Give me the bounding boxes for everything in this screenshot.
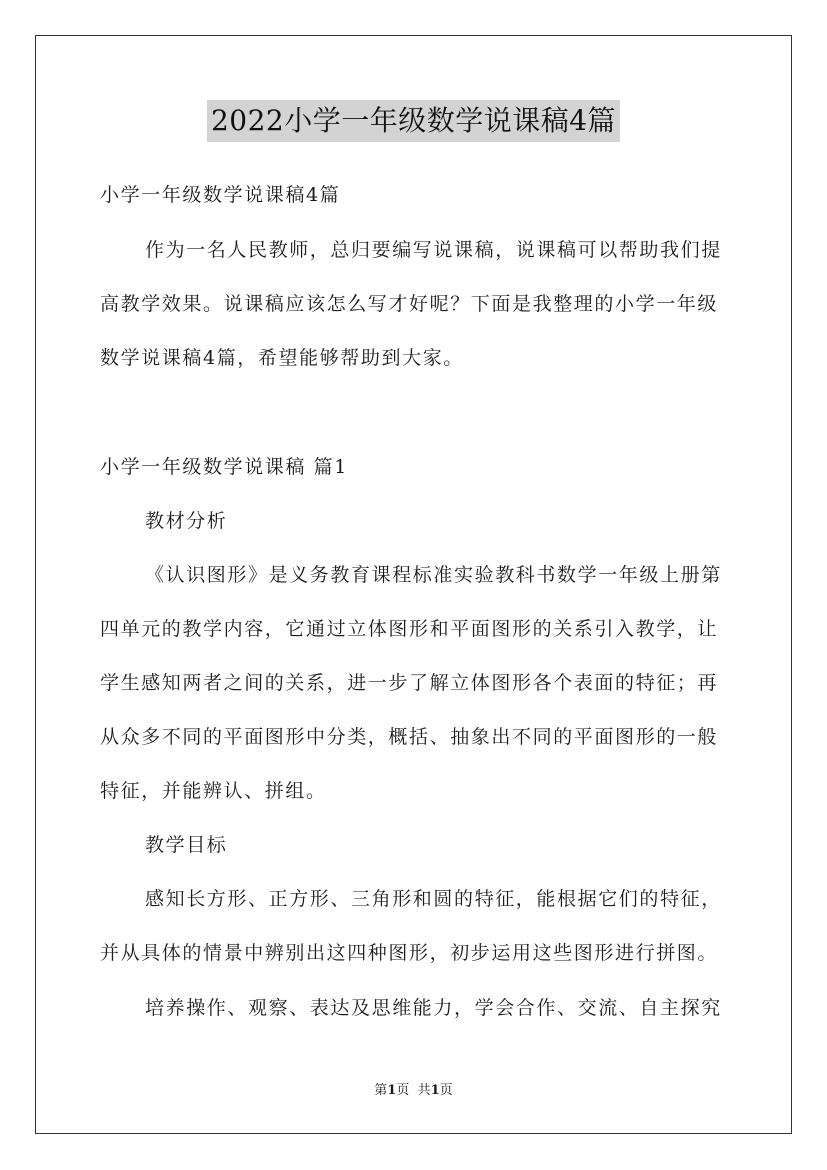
footer-page-prefix: 第 xyxy=(374,1083,388,1098)
footer-total-number: 1 xyxy=(430,1083,440,1098)
material-line-2: 四单元的教学内容，它通过立体图形和平面图形的关系引入教学，让 xyxy=(100,618,719,640)
footer-total-suffix: 页 xyxy=(439,1083,453,1098)
document-title: 2022小学一年级数学说课稿4篇 xyxy=(207,100,620,142)
document-subtitle: 小学一年级数学说课稿4篇 xyxy=(100,184,341,206)
material-line-1: 《认识图形》是义务教育课程标准实验教科书数学一年级上册第 xyxy=(145,564,722,586)
title-container xyxy=(0,100,827,142)
material-line-5: 特征，并能辨认、拼组。 xyxy=(100,780,327,802)
intro-line-2: 高教学效果。说课稿应该怎么写才好呢？下面是我整理的小学一年级 xyxy=(100,293,719,315)
goals-line-2: 并从具体的情景中辨别出这四种图形，初步运用这些图形进行拼图。 xyxy=(100,942,719,964)
goals-line-3: 培养操作、观察、表达及思维能力，学会合作、交流、自主探究 xyxy=(145,997,722,1019)
intro-line-3: 数学说课稿4篇，希望能够帮助到大家。 xyxy=(100,347,464,369)
goals-heading: 教学目标 xyxy=(145,834,228,856)
page-footer xyxy=(0,1082,827,1100)
intro-line-1: 作为一名人民教师，总归要编写说课稿，说课稿可以帮助我们提 xyxy=(145,239,722,261)
material-line-4: 从众多不同的平面图形中分类，概括、抽象出不同的平面图形的一般 xyxy=(100,726,719,748)
footer-page-number: 1 xyxy=(387,1083,397,1098)
material-line-3: 学生感知两者之间的关系，进一步了解立体图形各个表面的特征；再 xyxy=(100,672,719,694)
material-heading: 教材分析 xyxy=(145,510,228,532)
footer-total-prefix: 共 xyxy=(417,1083,431,1098)
goals-line-1: 感知长方形、正方形、三角形和圆的特征，能根据它们的特征， xyxy=(145,888,722,910)
section-heading: 小学一年级数学说课稿 篇1 xyxy=(100,456,348,478)
footer-page-suffix: 页 xyxy=(396,1083,410,1098)
